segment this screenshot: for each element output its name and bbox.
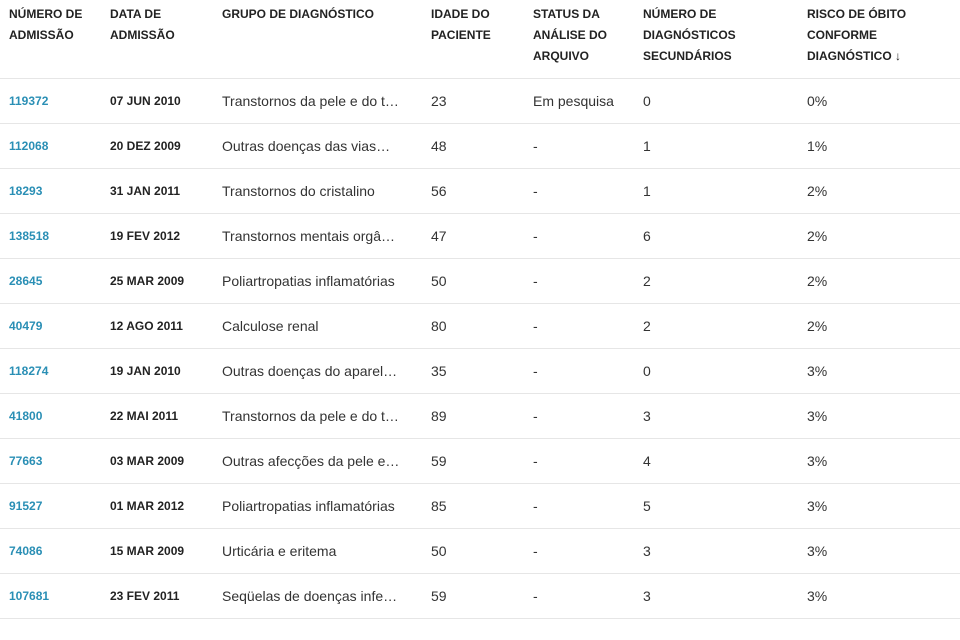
admission-number-link[interactable]: 28645 (0, 258, 110, 303)
header-death-risk-sorted[interactable]: RISCO DE ÓBITO CONFORME DIAGNÓSTICO ↓ (807, 0, 960, 78)
header-secondary-diagnoses[interactable]: NÚMERO DE DIAGNÓSTICOS SECUNDÁRIOS (643, 0, 807, 78)
admission-date: 19 JAN 2010 (110, 348, 222, 393)
admission-date: 31 JAN 2011 (110, 168, 222, 213)
death-risk: 3% (807, 393, 960, 438)
table-row[interactable] (0, 78, 960, 123)
table-row[interactable] (0, 483, 960, 528)
admission-number-link[interactable]: 91527 (0, 483, 110, 528)
patient-age: 59 (431, 438, 533, 483)
analysis-status: - (533, 123, 643, 168)
diagnosis-group: Outras afecções da pele e… (222, 438, 431, 483)
admission-number-link[interactable]: 77663 (0, 438, 110, 483)
death-risk: 2% (807, 213, 960, 258)
analysis-status: - (533, 483, 643, 528)
secondary-diagnoses-count: 6 (643, 213, 807, 258)
diagnosis-group: Transtornos da pele e do t… (222, 393, 431, 438)
diagnosis-group: Poliartropatias inflamatórias (222, 258, 431, 303)
death-risk: 3% (807, 528, 960, 573)
secondary-diagnoses-count: 3 (643, 528, 807, 573)
table-row[interactable] (0, 528, 960, 573)
admission-number-link[interactable]: 41800 (0, 393, 110, 438)
admission-date: 12 AGO 2011 (110, 303, 222, 348)
patient-age: 50 (431, 258, 533, 303)
admission-date: 15 MAR 2009 (110, 528, 222, 573)
patient-age: 56 (431, 168, 533, 213)
header-admission-date[interactable]: DATA DE ADMISSÃO (110, 0, 222, 78)
analysis-status: - (533, 573, 643, 618)
diagnosis-group: Calculose renal (222, 303, 431, 348)
admission-date: 01 MAR 2012 (110, 483, 222, 528)
header-admission-number[interactable]: NÚMERO DE ADMISSÃO (0, 0, 110, 78)
analysis-status: - (533, 393, 643, 438)
analysis-status: - (533, 213, 643, 258)
admission-date: 07 JUN 2010 (110, 78, 222, 123)
table-body (0, 78, 960, 618)
secondary-diagnoses-count: 0 (643, 348, 807, 393)
diagnosis-group: Transtornos do cristalino (222, 168, 431, 213)
secondary-diagnoses-count: 4 (643, 438, 807, 483)
secondary-diagnoses-count: 5 (643, 483, 807, 528)
header-diagnosis-group[interactable]: GRUPO DE DIAGNÓSTICO (222, 0, 431, 78)
admission-date: 19 FEV 2012 (110, 213, 222, 258)
death-risk: 3% (807, 348, 960, 393)
table-row[interactable] (0, 438, 960, 483)
diagnosis-group: Transtornos da pele e do t… (222, 78, 431, 123)
secondary-diagnoses-count: 1 (643, 168, 807, 213)
secondary-diagnoses-count: 2 (643, 258, 807, 303)
admission-number-link[interactable]: 107681 (0, 573, 110, 618)
patient-age: 85 (431, 483, 533, 528)
diagnosis-group: Poliartropatias inflamatórias (222, 483, 431, 528)
secondary-diagnoses-count: 0 (643, 78, 807, 123)
analysis-status: - (533, 258, 643, 303)
table-row[interactable] (0, 258, 960, 303)
patient-age: 89 (431, 393, 533, 438)
patient-age: 47 (431, 213, 533, 258)
table-row[interactable] (0, 213, 960, 258)
patient-age: 23 (431, 78, 533, 123)
diagnosis-group: Urticária e eritema (222, 528, 431, 573)
analysis-status: - (533, 348, 643, 393)
admission-number-link[interactable]: 119372 (0, 78, 110, 123)
admission-date: 23 FEV 2011 (110, 573, 222, 618)
table-row[interactable] (0, 393, 960, 438)
death-risk: 3% (807, 438, 960, 483)
secondary-diagnoses-count: 2 (643, 303, 807, 348)
admission-date: 20 DEZ 2009 (110, 123, 222, 168)
diagnosis-group: Transtornos mentais orgâ… (222, 213, 431, 258)
death-risk: 3% (807, 573, 960, 618)
admission-number-link[interactable]: 74086 (0, 528, 110, 573)
death-risk: 1% (807, 123, 960, 168)
death-risk: 2% (807, 258, 960, 303)
admission-number-link[interactable]: 118274 (0, 348, 110, 393)
analysis-status: - (533, 303, 643, 348)
admission-number-link[interactable]: 18293 (0, 168, 110, 213)
admission-date: 25 MAR 2009 (110, 258, 222, 303)
death-risk: 2% (807, 168, 960, 213)
diagnosis-group: Outras doenças das vias… (222, 123, 431, 168)
patient-age: 80 (431, 303, 533, 348)
admission-date: 03 MAR 2009 (110, 438, 222, 483)
patient-age: 50 (431, 528, 533, 573)
secondary-diagnoses-count: 1 (643, 123, 807, 168)
secondary-diagnoses-count: 3 (643, 393, 807, 438)
diagnosis-group: Seqüelas de doenças infe… (222, 573, 431, 618)
patient-age: 59 (431, 573, 533, 618)
table-row[interactable] (0, 168, 960, 213)
admission-date: 22 MAI 2011 (110, 393, 222, 438)
patient-age: 48 (431, 123, 533, 168)
analysis-status: - (533, 168, 643, 213)
diagnosis-group: Outras doenças do aparel… (222, 348, 431, 393)
death-risk: 3% (807, 483, 960, 528)
header-patient-age[interactable]: IDADE DO PACIENTE (431, 0, 533, 78)
table-row[interactable] (0, 303, 960, 348)
analysis-status: - (533, 528, 643, 573)
death-risk: 0% (807, 78, 960, 123)
death-risk: 2% (807, 303, 960, 348)
secondary-diagnoses-count: 3 (643, 573, 807, 618)
analysis-status: - (533, 438, 643, 483)
admission-number-link[interactable]: 138518 (0, 213, 110, 258)
header-file-analysis-status[interactable]: STATUS DA ANÁLISE DO ARQUIVO (533, 0, 643, 78)
table-header-row (0, 0, 960, 78)
admission-number-link[interactable]: 112068 (0, 123, 110, 168)
analysis-status: Em pesquisa (533, 78, 643, 123)
table-row[interactable] (0, 573, 960, 618)
patient-age: 35 (431, 348, 533, 393)
table-row[interactable] (0, 123, 960, 168)
admission-number-link[interactable]: 40479 (0, 303, 110, 348)
table-row[interactable] (0, 348, 960, 393)
